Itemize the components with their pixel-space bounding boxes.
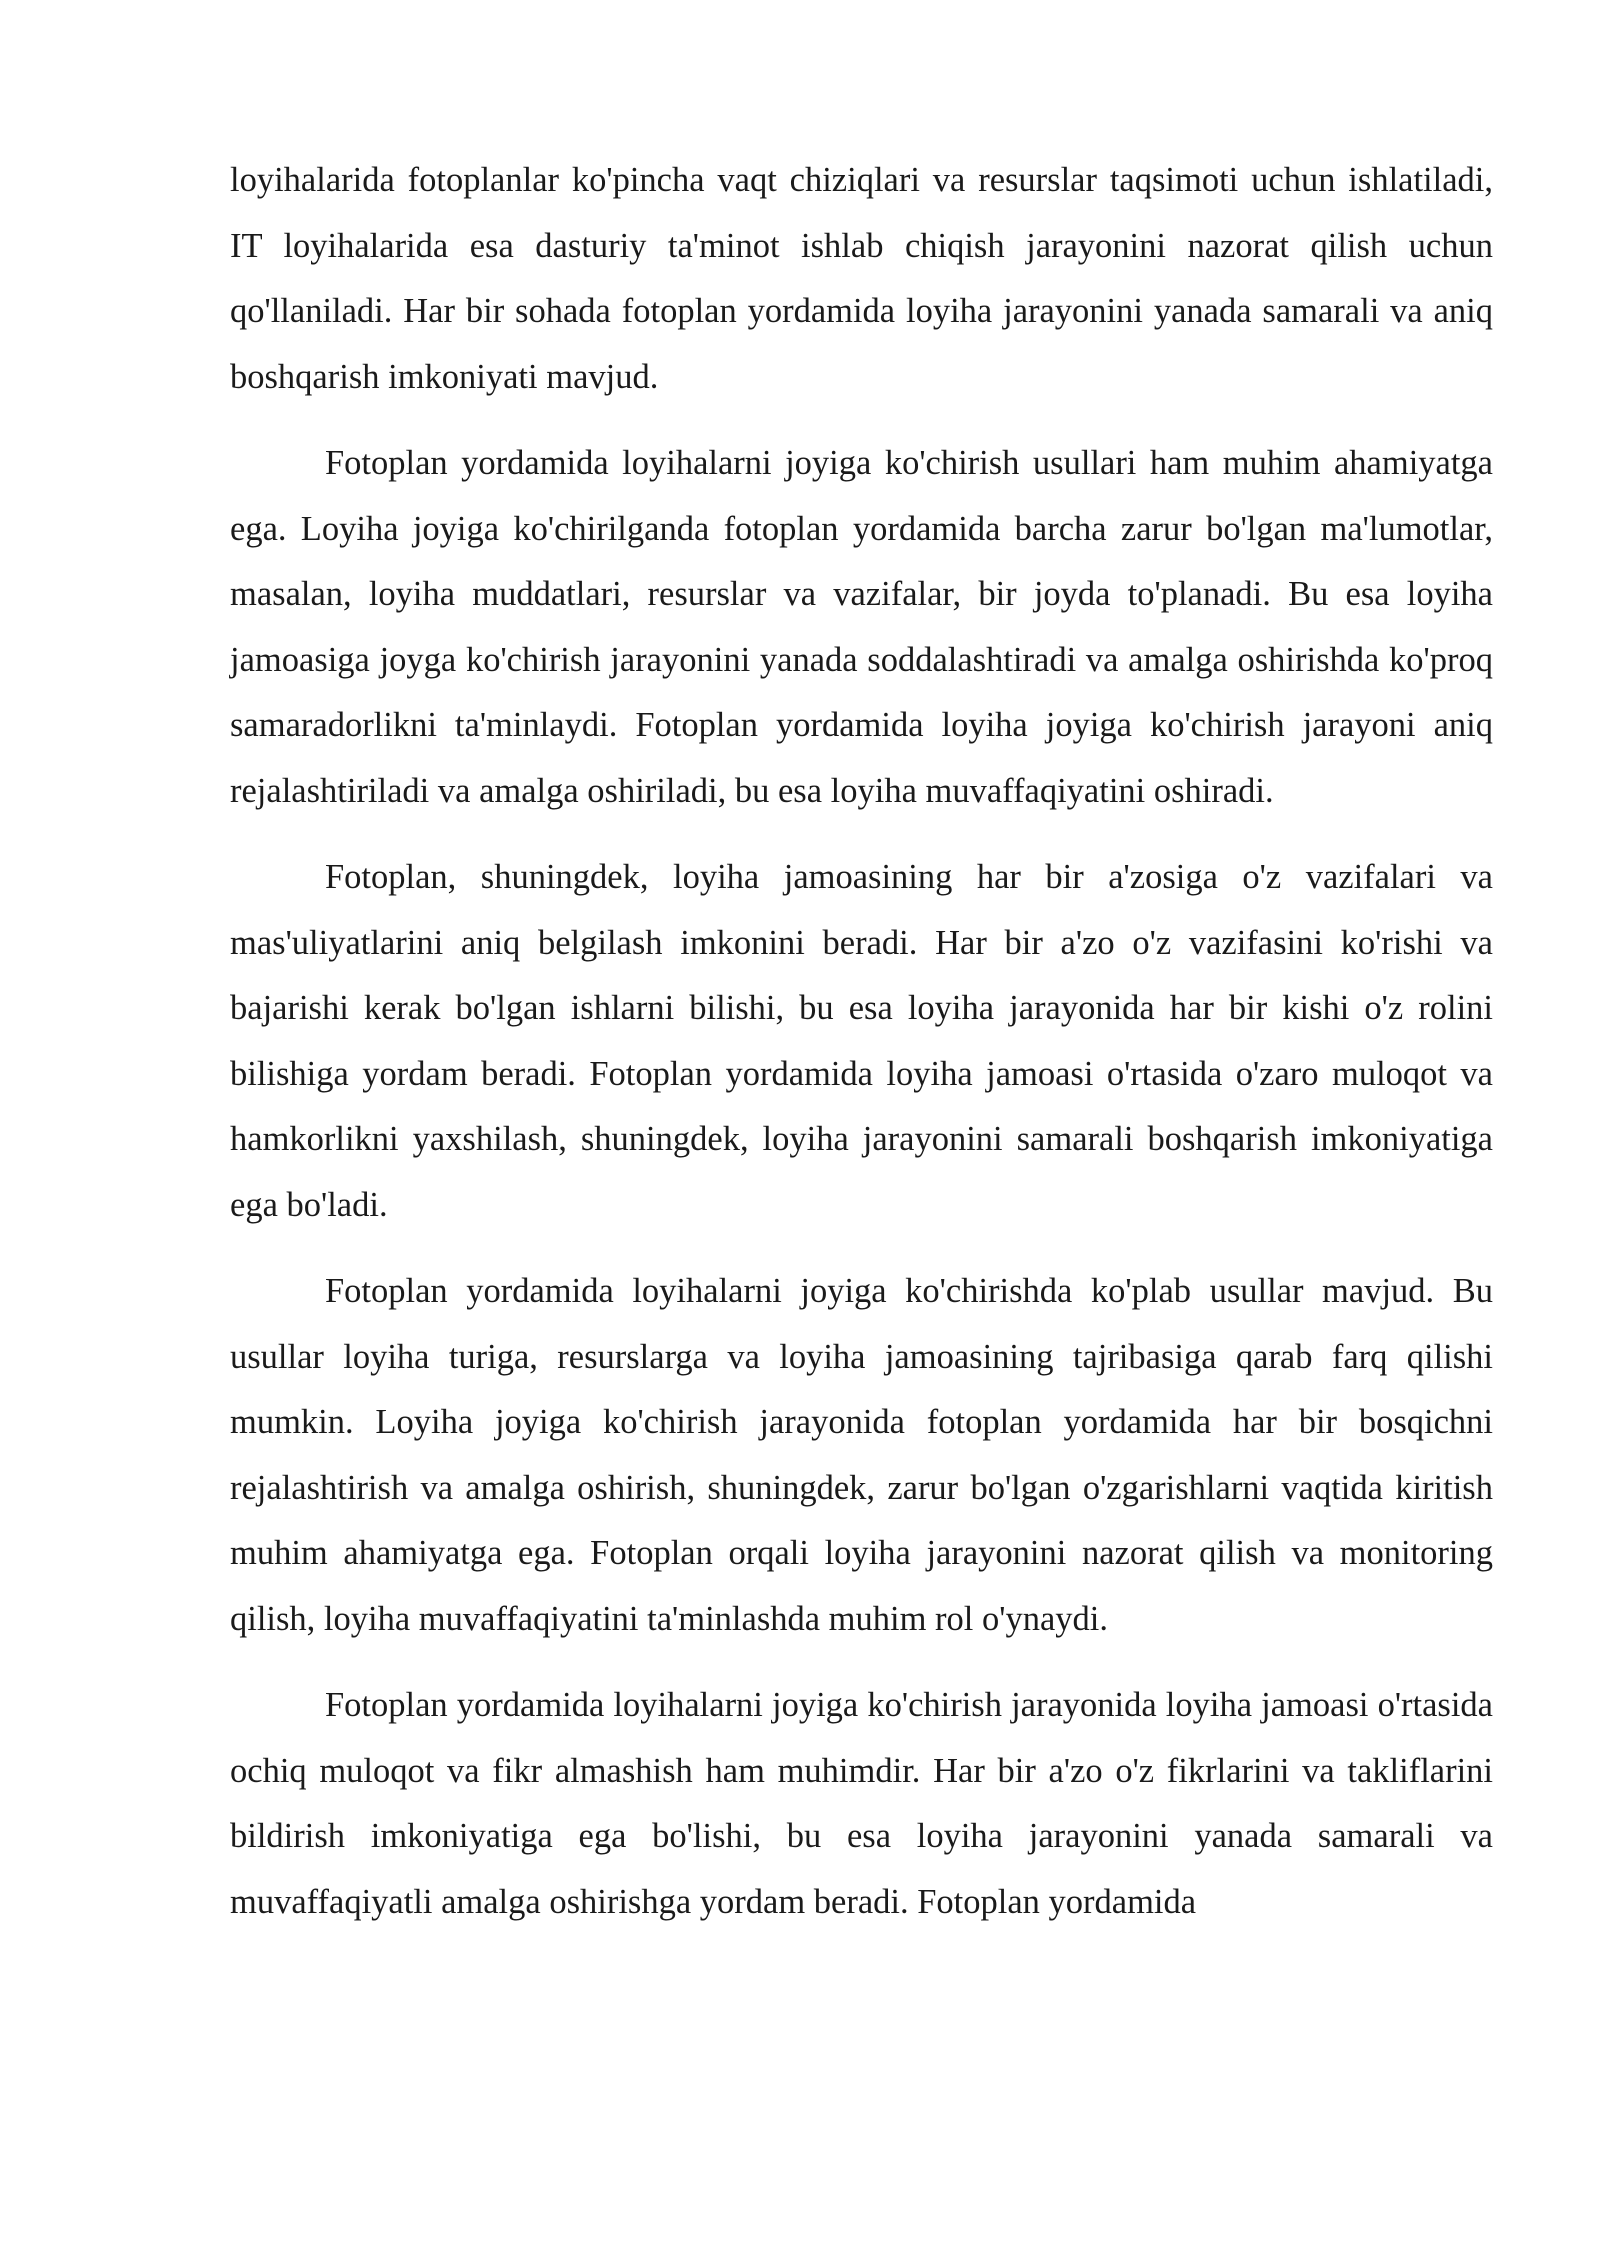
paragraph-5: Fotoplan yordamida loyihalarni joyiga ko'chirish jarayonida loyiha jamoasi o'rtasida ochiq muloqot va fikr almashish ham muhimdir. Har bir a'zo o'z fikrlarini va takliflarini bildirish imkoniyatiga ega bo'lishi, bu esa loyiha jarayonini yanada samarali va muvaffaqiyatli amalga oshirishga yordam beradi. Fotoplan yordamida bbox=[230, 1686, 1493, 1921]
paragraph-1: loyihalarida fotoplanlar ko'pincha vaqt chiziqlari va resurslar taqsimoti uchun ishlatiladi, IT loyihalarida esa dasturiy ta'minot ishlab chiqish jarayonini nazorat qilish uchun qo'llaniladi. Har bir sohada fotoplan yordamida loyiha jarayonini yanada samarali va aniq boshqarish imkoniyati mavjud. bbox=[230, 161, 1493, 396]
paragraph-3: Fotoplan, shuningdek, loyiha jamoasining har bir a'zosiga o'z vazifalari va mas'uliyatlarini aniq belgilash imkonini beradi. Har bir a'zo o'z vazifasini ko'rishi va bajarishi kerak bo'lgan ishlarni bilishi, bu esa loyiha jarayonida har bir kishi o'z rolini bilishiga yordam beradi. Fotoplan yordamida loyiha jamoasi o'rtasida o'zaro muloqot va hamkorlikni yaxshilash, shuningdek, loyiha jarayonini samarali boshqarish imkoniyatiga ega bo'ladi. bbox=[230, 858, 1493, 1224]
paragraph-2: Fotoplan yordamida loyihalarni joyiga ko'chirish usullari ham muhim ahamiyatga ega. Loyiha joyiga ko'chirilganda fotoplan yordamida barcha zarur bo'lgan ma'lumotlar, masalan, loyiha muddatlari, resurslar va vazifalar, bir joyda to'planadi. Bu esa loyiha jamoasiga joyga ko'chirish jarayonini yanada soddalashtiradi va amalga oshirishda ko'proq samaradorlikni ta'minlaydi. Fotoplan yordamida loyiha joyiga ko'chirish jarayoni aniq rejalashtiriladi va amalga oshiriladi, bu esa loyiha muvaffaqiyatini oshiradi. bbox=[230, 444, 1493, 810]
document-body bbox=[230, 148, 1493, 1935]
paragraph-4: Fotoplan yordamida loyihalarni joyiga ko'chirishda ko'plab usullar mavjud. Bu usullar loyiha turiga, resurslarga va loyiha jamoasining tajribasiga qarab farq qilishi mumkin. Loyiha joyiga ko'chirish jarayonida fotoplan yordamida har bir bosqichni rejalashtirish va amalga oshirish, shuningdek, zarur bo'lgan o'zgarishlarni vaqtida kiritish muhim ahamiyatga ega. Fotoplan orqali loyiha jarayonini nazorat qilish va monitoring qilish, loyiha muvaffaqiyatini ta'minlashda muhim rol o'ynaydi. bbox=[230, 1272, 1493, 1638]
